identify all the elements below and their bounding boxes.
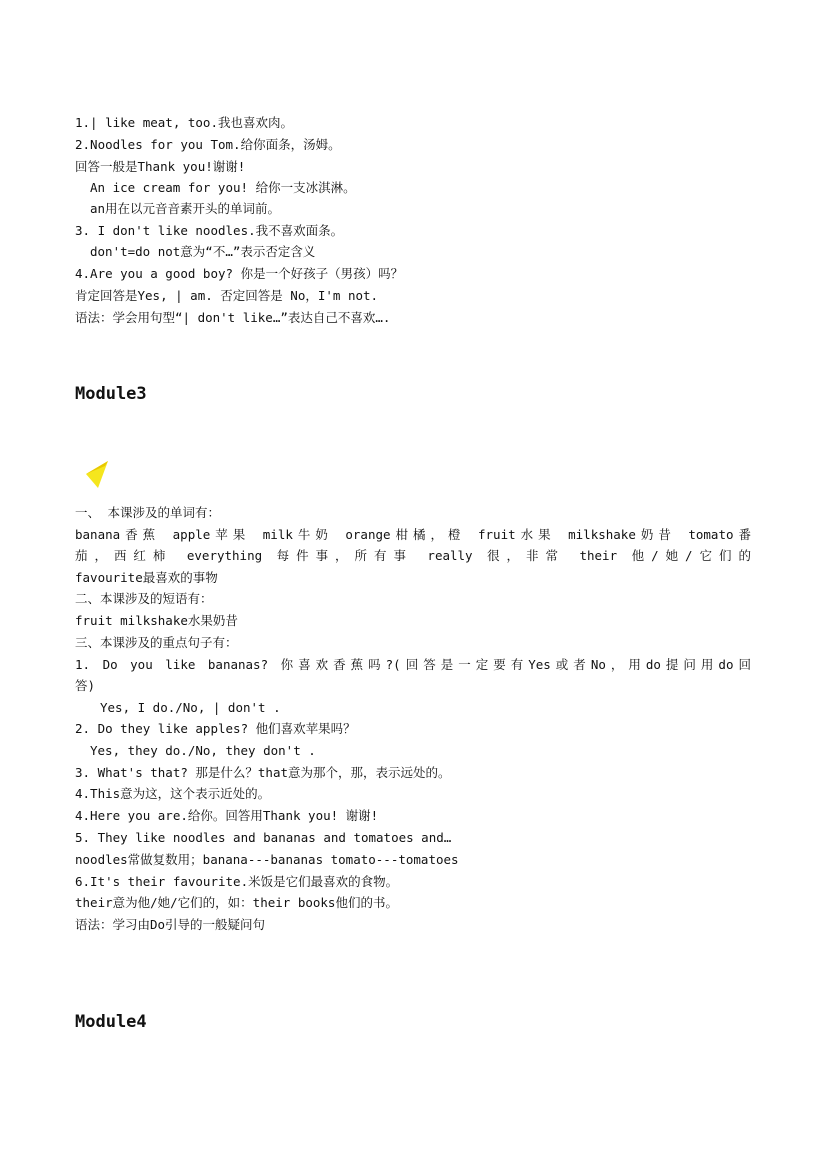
text-line: 三、本课涉及的重点句子有： (75, 635, 238, 650)
text-line: 5. They like noodles and bananas and tomatoes and… (75, 830, 452, 845)
text-line: 6.It's their favourite.米饭是它们最喜欢的食物。 (75, 874, 399, 889)
text-line: banana香蕉 apple苹果 milk牛奶 orange柑橘，橙 fruit水果 milkshake奶昔 tomato番 (75, 527, 751, 542)
module4-heading: Module4 (75, 1012, 147, 1032)
text-line: 肯定回答是Yes, | am. 否定回答是 No，I'm not. (75, 288, 379, 303)
text-line: their意为他/她/它们的，如：their books他们的书。 (75, 895, 398, 910)
text-line: fruit milkshake水果奶昔 (75, 613, 238, 628)
text-line: 2. Do they like apples? 他们喜欢苹果吗？ (75, 721, 356, 736)
text-line: Yes, they do./No, they don't . (90, 743, 316, 758)
text-line: don't=do not意为“不…”表示否定含义 (90, 244, 316, 259)
text-line: 一、 本课涉及的单词有： (75, 505, 221, 520)
text-line: an用在以元音音素开头的单词前。 (90, 201, 281, 216)
text-line: 2.Noodles for you Tom.给你面条，汤姆。 (75, 137, 341, 152)
text-line: An ice cream for you! 给你一支冰淇淋。 (90, 180, 356, 195)
text-line: 答) (75, 678, 96, 693)
text-line: 4.Are you a good boy? 你是一个好孩子（男孩）吗？ (75, 266, 404, 281)
text-line: noodles常做复数用；banana---bananas tomato---tomatoes (75, 852, 459, 867)
text-line: 4.This意为这，这个表示近处的。 (75, 786, 271, 801)
text-line: 3. I don't like noodles.我不喜欢面条。 (75, 223, 344, 238)
text-line: 4.Here you are.给你。回答用Thank you! 谢谢! (75, 808, 379, 823)
text-line: Yes, I do./No, | don't . (100, 700, 281, 715)
text-line: 回答一般是Thank you!谢谢! (75, 159, 246, 174)
module3-heading: Module3 (75, 384, 147, 404)
text-line: 二、本课涉及的短语有： (75, 591, 213, 606)
yellow-wedge-icon (86, 460, 110, 490)
text-line: 语法：学习由Do引导的一般疑问句 (75, 917, 266, 932)
text-line: 语法：学会用句型“| don't like…”表达自己不喜欢…. (75, 310, 391, 325)
text-line: favourite最喜欢的事物 (75, 570, 218, 585)
text-line: 1. Do you like bananas? 你喜欢香蕉吗?(回答是一定要有Yes或者No，用do提问用do回 (75, 657, 751, 672)
text-line: 3. What's that? 那是什么？that意为那个，那，表示远处的。 (75, 765, 451, 780)
text-line: 1.| like meat, too.我也喜欢肉。 (75, 115, 293, 130)
text-line: 茄，西红柿 everything 每件事，所有事 really 很，非常 their 他/她/它们的 (75, 548, 751, 563)
